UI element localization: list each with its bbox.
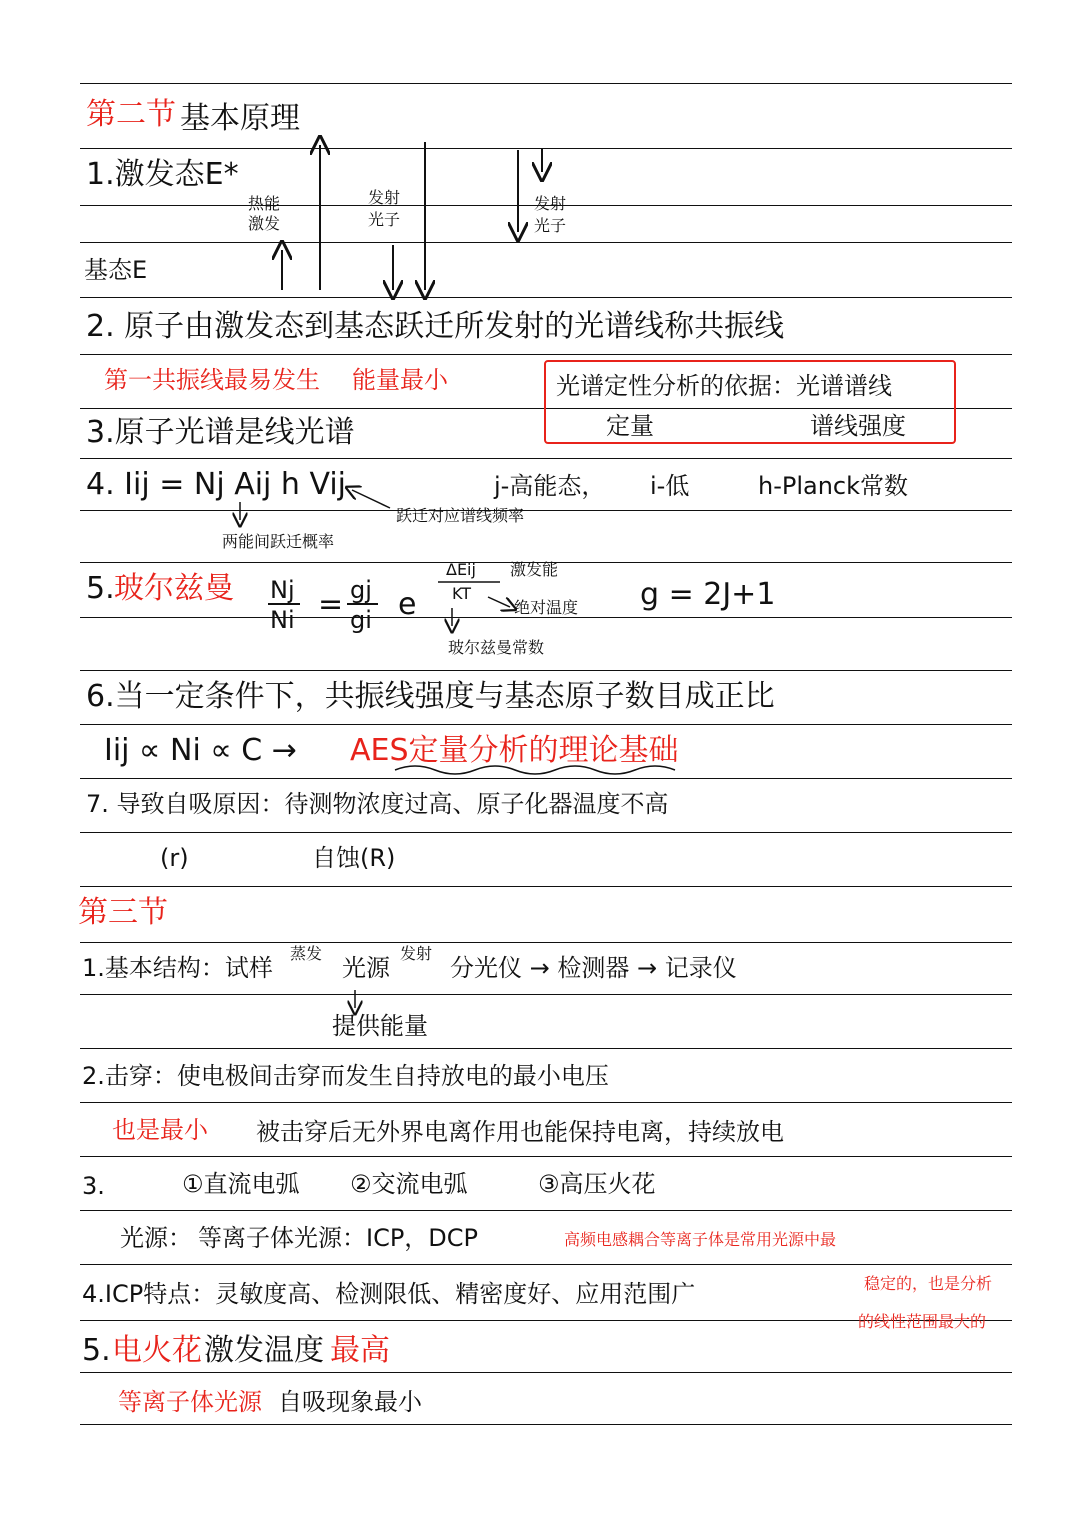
- s3-item5-a: 激发温度: [204, 1333, 324, 1368]
- s3-item5-sub-red: 等离子体光源: [118, 1388, 262, 1416]
- emit-label-b2: 光子: [534, 216, 567, 235]
- frac-left-num: Nj: [270, 576, 295, 604]
- ground-state: 基态E: [84, 256, 148, 284]
- s3-item5-red: 电火花: [112, 1333, 202, 1368]
- item7-R: 自蚀(R): [312, 844, 396, 872]
- s3-item5-num: 5.: [82, 1333, 111, 1368]
- g-formula: g = 2J+1: [640, 577, 776, 612]
- item5-name: 玻尔兹曼: [114, 571, 234, 606]
- thermal-label: 热能: [248, 194, 281, 213]
- item6-formula: Iij ∝ Ni ∝ C →: [104, 733, 297, 768]
- item4-note-probability: 两能间跃迁概率: [222, 532, 335, 551]
- exp-num: ΔEij: [446, 560, 476, 579]
- s3-item5-sub: 自吸现象最小: [278, 1388, 422, 1416]
- s3-item3-c: ③高压火花: [538, 1170, 656, 1198]
- s3-item3-red1: 高频电感耦合等离子体是常用光源中最: [564, 1230, 837, 1249]
- excited-state: 1.激发态E*: [86, 157, 239, 192]
- item5-e: e: [398, 587, 417, 622]
- s3-item3-num: 3.: [82, 1172, 105, 1200]
- section2-label: 第二节: [86, 97, 176, 132]
- first-resonance: 第一共振线最易发生: [104, 366, 320, 394]
- item6-basis: AES定量分析的理论基础: [350, 733, 679, 768]
- exp-den: KT: [452, 584, 472, 603]
- item4-formula: 4. Iij = Nj Aij h Vij: [86, 467, 347, 502]
- item6: 6.当一定条件下，共振线强度与基态原子数目成正比: [86, 679, 775, 714]
- box-line1: 光谱定性分析的依据：光谱谱线: [556, 372, 892, 400]
- section2-title: 基本原理: [180, 101, 300, 136]
- emit-label-b: 发射: [534, 194, 567, 213]
- item4-j-high: j-高能态，: [494, 472, 606, 500]
- s3-item3-red2: 稳定的，也是分析: [864, 1274, 993, 1293]
- emit-label-a: 发射: [368, 188, 401, 207]
- s3-item1-energy: 提供能量: [332, 1012, 428, 1040]
- thermal-label-2: 激发: [248, 214, 281, 233]
- note-arrow: [352, 490, 390, 508]
- s3-item2: 2.击穿：使电极间击穿而发生自持放电的最小电压: [82, 1062, 609, 1090]
- s3-item1-arrow2: 发射: [400, 944, 433, 963]
- s3-item3-red3: 的线性范围最大的: [858, 1312, 987, 1331]
- s3-item2-note: 被击穿后无外界电离作用也能保持电离，持续放电: [256, 1118, 784, 1146]
- s3-item1-arrow1: 蒸发: [290, 944, 323, 963]
- frac-right-den: gi: [350, 606, 372, 634]
- s3-item3-a: ①直流电弧: [182, 1170, 300, 1198]
- s3-item1: 1.基本结构：试样: [82, 954, 273, 982]
- frac-left-den: Ni: [270, 606, 295, 634]
- s3-item3-src-label: 光源：: [120, 1224, 192, 1252]
- item4-planck: h-Planck常数: [758, 472, 909, 500]
- item5-equals: =: [318, 587, 344, 622]
- s3-item2-red: 也是最小: [112, 1116, 208, 1144]
- frac-right-num: gj: [350, 576, 372, 604]
- box-line2a: 定量: [606, 412, 654, 440]
- note-abs: 绝对温度: [514, 598, 579, 617]
- note-arrow: [488, 597, 510, 607]
- item7: 7. 导致自吸原因：待测物浓度过高、原子化器温度不高: [86, 790, 669, 818]
- item4-note-transition: 跃迁对应谱线频率: [396, 506, 525, 525]
- box-line2b: 谱线强度: [810, 412, 906, 440]
- s3-item4: 4.ICP特点：灵敏度高、检测限低、精密度好、应用范围广: [82, 1280, 696, 1308]
- item7-r: (r): [160, 844, 189, 872]
- item2: 2. 原子由激发态到基态跃迁所发射的光谱线称共振线: [86, 309, 785, 344]
- s3-item1-src: 光源: [342, 954, 390, 982]
- first-resonance-energy: 能量最小: [352, 366, 448, 394]
- item4-i-low: i-低: [650, 472, 690, 500]
- s3-item5-b: 最高: [330, 1333, 390, 1368]
- s3-item3-b: ②交流电弧: [350, 1170, 468, 1198]
- item3: 3.原子光谱是线光谱: [86, 415, 355, 450]
- s3-item3-src: 等离子体光源：ICP，DCP: [198, 1224, 479, 1252]
- note-excite: 激发能: [510, 560, 559, 579]
- s3-item1-rest: 分光仪 → 检测器 → 记录仪: [450, 954, 737, 982]
- emit-label-a2: 光子: [368, 210, 401, 229]
- item5-label: 5.: [86, 571, 115, 606]
- note-boltz: 玻尔兹曼常数: [448, 638, 545, 657]
- section3-label: 第三节: [78, 895, 168, 930]
